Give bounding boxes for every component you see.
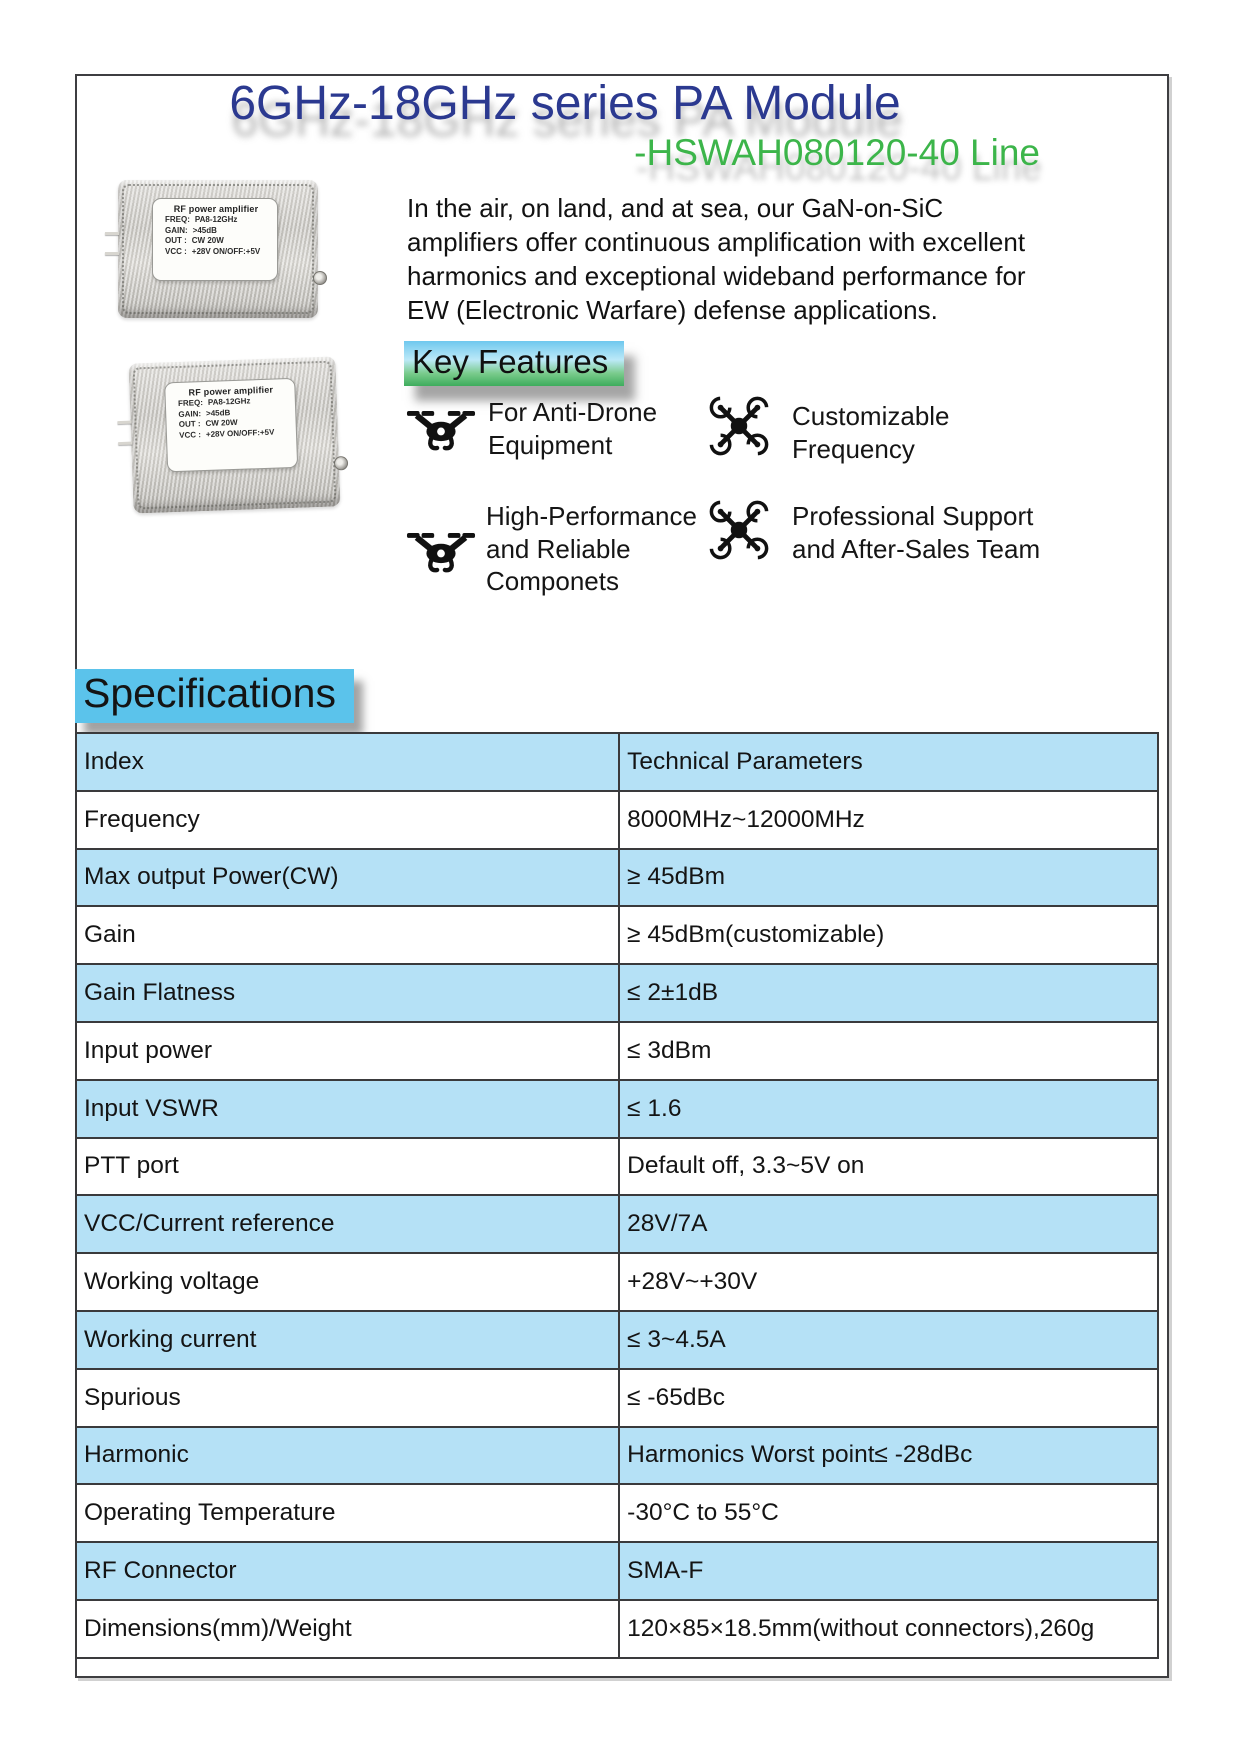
spec-index-cell: Dimensions(mm)/Weight [76, 1600, 619, 1658]
spec-value-cell: ≥ 45dBm [619, 849, 1158, 907]
spec-row [76, 849, 1158, 907]
sma-connector [313, 271, 327, 285]
connector-pin [117, 421, 131, 424]
spec-row [76, 1542, 1158, 1600]
plate-key: VCC : [178, 429, 202, 440]
spec-row [76, 1253, 1158, 1311]
feature-label: Professional Support and After-Sales Team [792, 501, 1041, 564]
connector-pin [105, 252, 119, 255]
quadcopter-icon [708, 394, 770, 463]
model-subtitle: -HSWAH080120-40 Line [634, 132, 1040, 173]
specifications-table [75, 732, 1159, 1659]
spec-value-cell: 28V/7A [619, 1195, 1158, 1253]
drone-icon [406, 405, 476, 459]
plate-value: PA8-12GHz [207, 396, 251, 407]
spec-index-cell: Input power [76, 1022, 619, 1080]
spec-index-cell: Harmonic [76, 1427, 619, 1485]
amplifier-chassis [128, 356, 340, 513]
plate-value: +28V ON/OFF:+5V [191, 246, 261, 256]
intro-paragraph: In the air, on land, and at sea, our GaN-on-SiC amplifiers offer continuous amplification with excellent harmonics and exceptional wideband performance for EW (Electronic Warfare) defense applications. [407, 193, 1026, 325]
spec-row [76, 1369, 1158, 1427]
key-features-heading: Key Features [404, 341, 624, 386]
feature-high-performance [406, 500, 724, 598]
spec-row [76, 1427, 1158, 1485]
product-photo-top [118, 180, 318, 318]
page-title: 6GHz-18GHz series PA Module [229, 77, 901, 130]
spec-index-cell: Max output Power(CW) [76, 849, 619, 907]
spec-value-cell: ≤ -65dBc [619, 1369, 1158, 1427]
spec-row [76, 1022, 1158, 1080]
plate-title: RF power amplifier [173, 203, 259, 214]
spec-row [76, 964, 1158, 1022]
amplifier-chassis [118, 180, 318, 318]
spec-row [76, 906, 1158, 964]
spec-value-cell: ≤ 3dBm [619, 1022, 1158, 1080]
connector-pin [105, 232, 119, 235]
plate-value: >45dB [205, 407, 231, 418]
spec-row [76, 1195, 1158, 1253]
feature-anti-drone [406, 396, 716, 461]
product-label-plate [152, 198, 278, 281]
spec-index-cell: Frequency [76, 791, 619, 849]
spec-value-cell: Default off, 3.3~5V on [619, 1138, 1158, 1196]
feature-label: High-Performance and Reliable Componets [486, 501, 697, 596]
spec-index-cell: Input VSWR [76, 1080, 619, 1138]
spec-index-cell: PTT port [76, 1138, 619, 1196]
spec-header-row [76, 733, 1158, 791]
feature-customizable-frequency [708, 394, 1024, 465]
spec-value-cell: ≤ 1.6 [619, 1080, 1158, 1138]
spec-col-params: Technical Parameters [619, 733, 1158, 791]
feature-label: For Anti-Drone Equipment [488, 397, 658, 460]
spec-index-cell: Spurious [76, 1369, 619, 1427]
spec-index-cell: Working voltage [76, 1253, 619, 1311]
spec-index-cell: VCC/Current reference [76, 1195, 619, 1253]
plate-title: RF power amplifier [188, 384, 274, 398]
spec-value-cell: +28V~+30V [619, 1253, 1158, 1311]
spec-row [76, 1311, 1158, 1369]
spec-index-cell: Working current [76, 1311, 619, 1369]
plate-value: >45dB [192, 225, 217, 235]
plate-value: CW 20W [205, 417, 238, 429]
plate-key: GAIN: [165, 225, 188, 235]
spec-value-cell: 8000MHz~12000MHz [619, 791, 1158, 849]
plate-value: CW 20W [191, 236, 224, 246]
spec-index-cell: Operating Temperature [76, 1484, 619, 1542]
plate-value: PA8-12GHz [194, 215, 238, 225]
plate-key: OUT : [178, 419, 201, 429]
plate-key: GAIN: [178, 408, 202, 419]
plate-value: +28V ON/OFF:+5V [205, 427, 275, 439]
spec-row [76, 1600, 1158, 1658]
spec-value-cell: Harmonics Worst point≤ -28dBc [619, 1427, 1158, 1485]
product-photo-bottom [128, 356, 340, 513]
spec-value-cell: 120×85×18.5mm(without connectors),260g [619, 1600, 1158, 1658]
spec-col-index: Index [76, 733, 619, 791]
spec-index-cell: Gain Flatness [76, 964, 619, 1022]
product-label-plate [164, 377, 297, 471]
spec-row [76, 1138, 1158, 1196]
spec-index-cell: Gain [76, 906, 619, 964]
spec-index-cell: RF Connector [76, 1542, 619, 1600]
spec-row [76, 791, 1158, 849]
spec-value-cell: ≥ 45dBm(customizable) [619, 906, 1158, 964]
quadcopter-icon [708, 498, 770, 567]
feature-label: Customizable Frequency [792, 401, 950, 464]
spec-value-cell: ≤ 3~4.5A [619, 1311, 1158, 1369]
spec-row [76, 1484, 1158, 1542]
spec-value-cell: -30°C to 55°C [619, 1484, 1158, 1542]
plate-key: FREQ: [165, 215, 190, 225]
plate-key: OUT : [165, 236, 187, 246]
drone-icon [406, 527, 476, 581]
plate-key: FREQ: [177, 398, 204, 408]
spec-value-cell: ≤ 2±1dB [619, 964, 1158, 1022]
spec-row [76, 1080, 1158, 1138]
plate-key: VCC : [165, 246, 187, 256]
specifications-heading: Specifications [75, 669, 354, 723]
connector-pin [118, 442, 132, 445]
spec-value-cell: SMA-F [619, 1542, 1158, 1600]
feature-professional-support [708, 498, 1054, 567]
